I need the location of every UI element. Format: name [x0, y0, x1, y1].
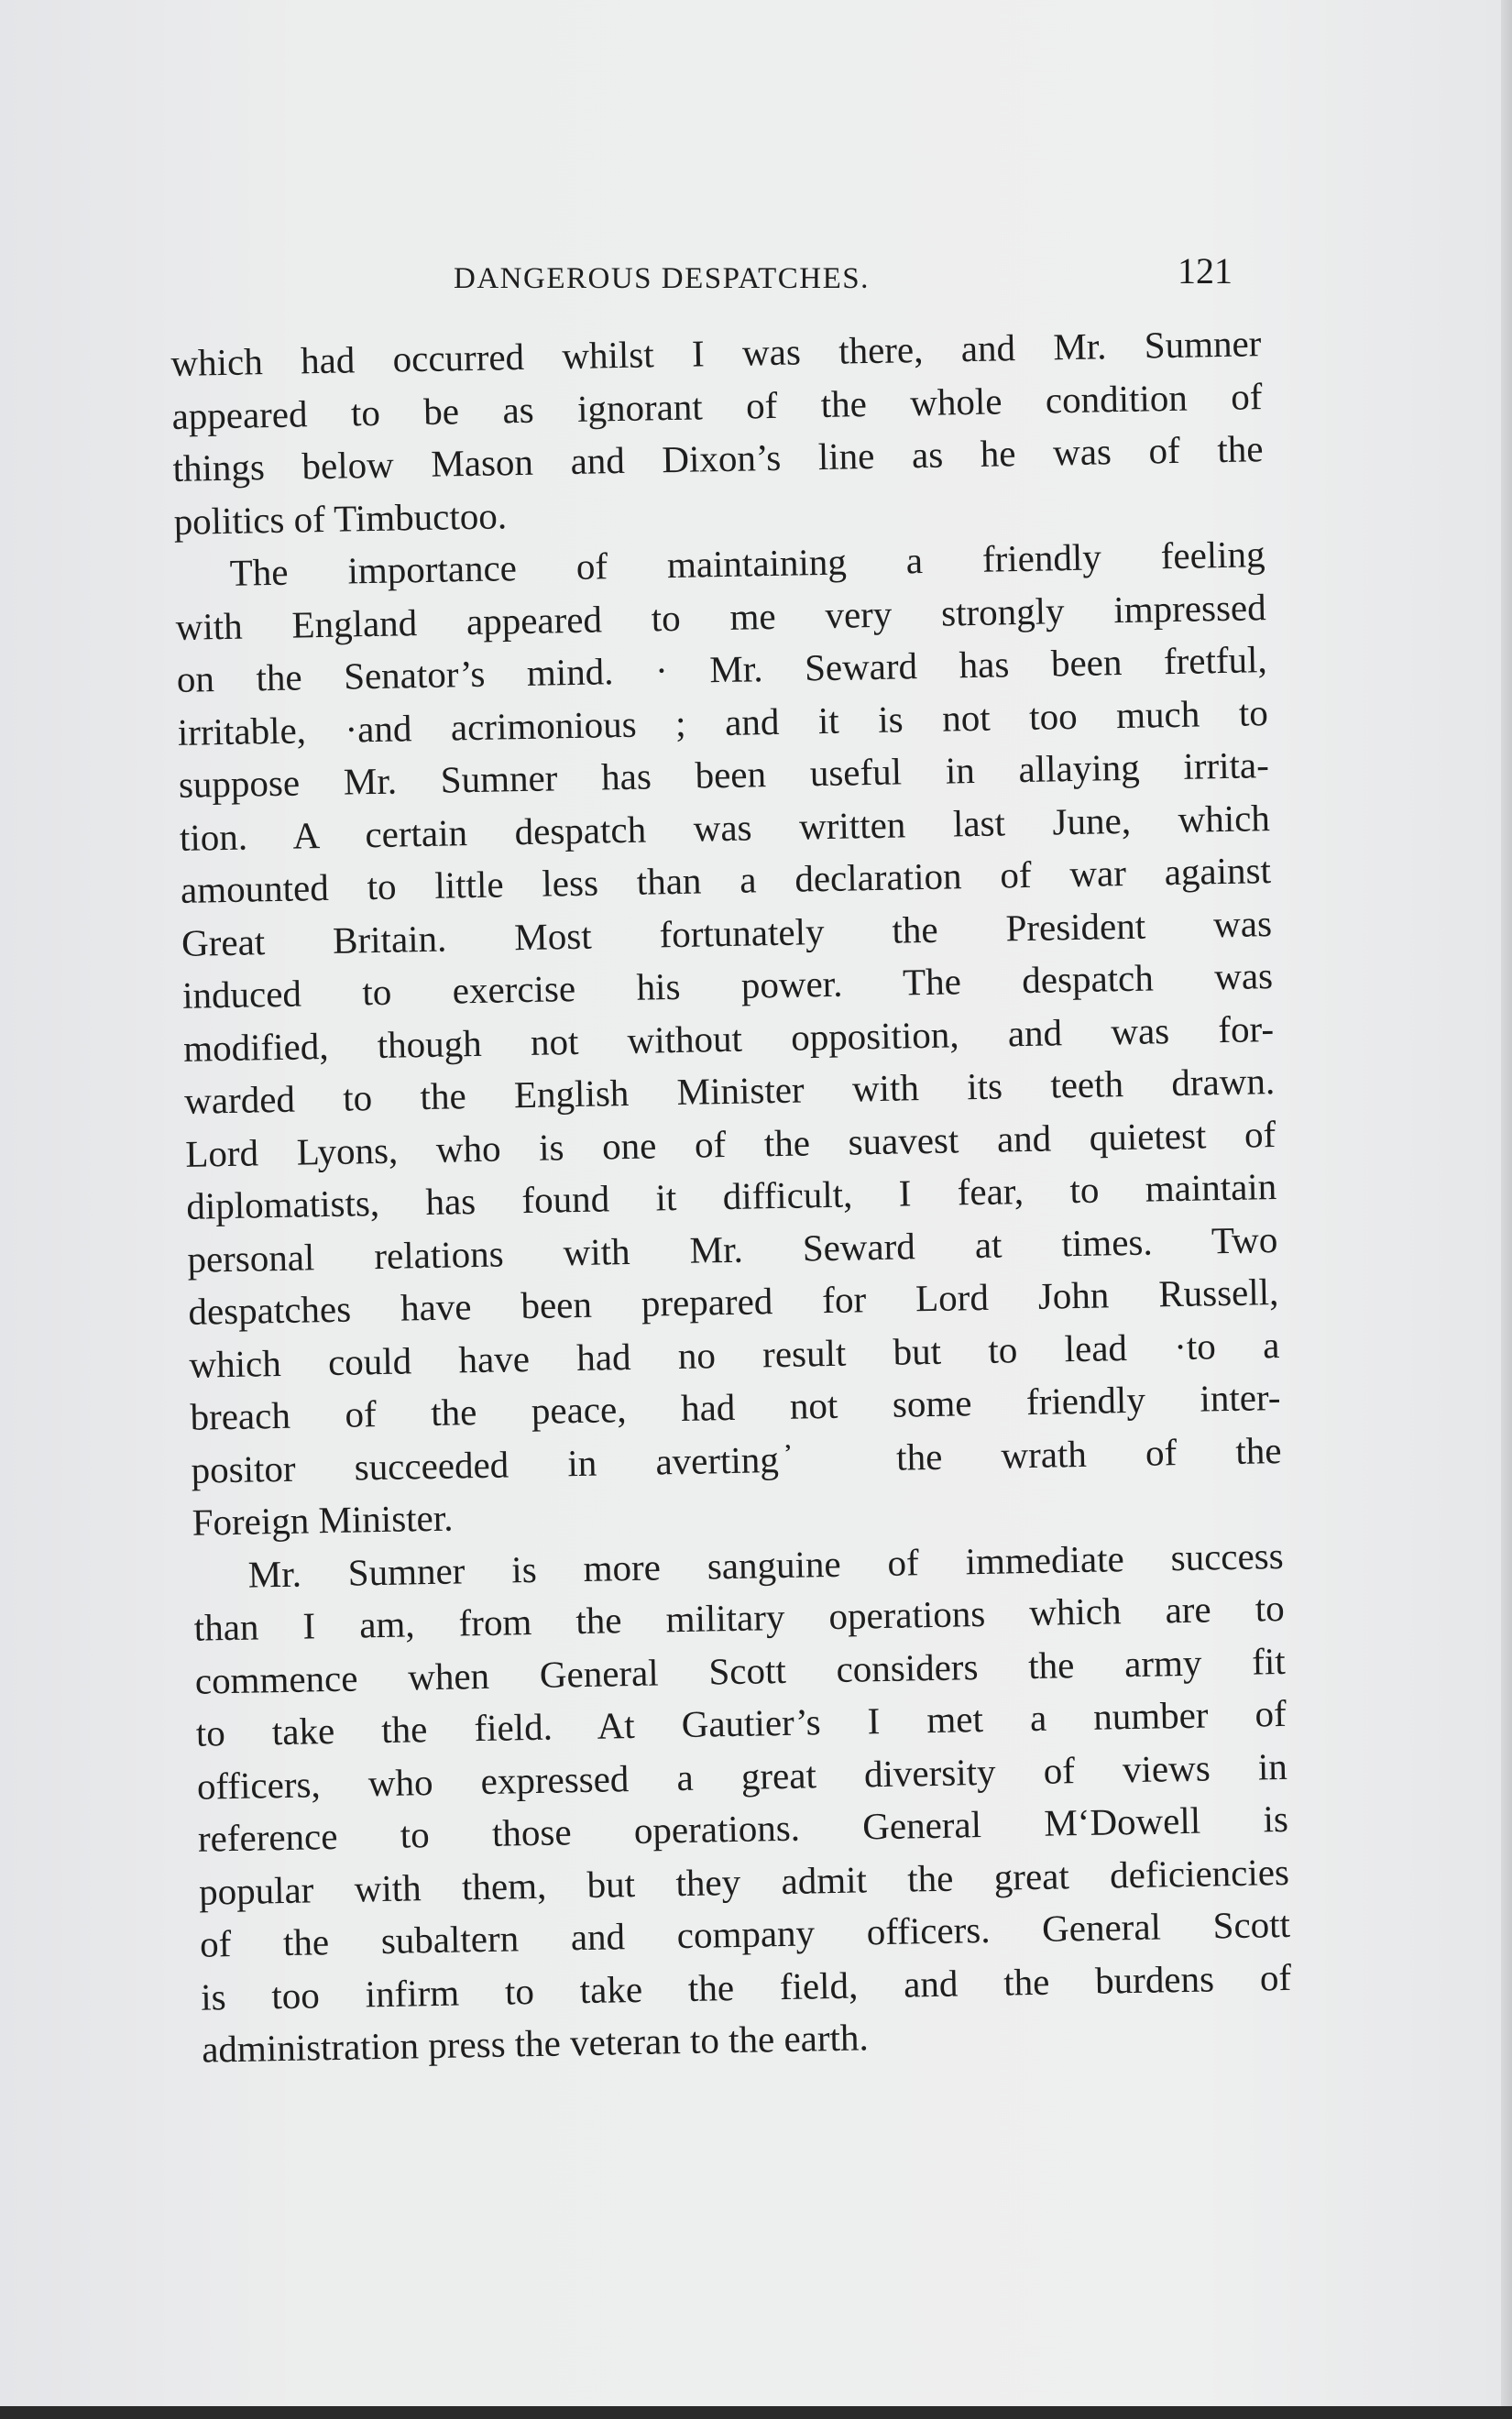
text-line: tion. A certain despatch was written last June, which [179, 796, 1271, 859]
text-line: suppose Mr. Sumner has been useful in allaying irrita- [178, 743, 1270, 806]
paragraph [174, 528, 1283, 1549]
text-line: appeared to be as ignorant of the whole condition of [171, 374, 1263, 437]
text-line: Foreign Minister. [192, 1496, 454, 1544]
text-line: is too infirm to take the field, and the burdens of [200, 1955, 1292, 2018]
text-line: which had occurred whilst I was there, and Mr. Sumner [170, 322, 1262, 384]
text-line: warded to the English Minister with its teeth drawn. [183, 1060, 1276, 1122]
text-line: things below Mason and Dixon’s line as he was of the [172, 427, 1264, 489]
text-line: which could have had no result but to lead ·to a [189, 1323, 1280, 1386]
text-line: commence when General Scott considers the army fit [194, 1639, 1287, 1702]
text-line: to take the field. At Gautier’s I met a number of [195, 1691, 1287, 1754]
text-line: Mr. Sumner is more sanguine of immediate success [247, 1534, 1284, 1596]
text-line: officers, who expressed a great diversity of views in [196, 1744, 1288, 1808]
text-line: despatches have been prepared for Lord John Russell, [188, 1270, 1279, 1333]
body-text [170, 317, 1293, 2076]
text-line: of the subaltern and company officers. General Scott [199, 1902, 1291, 1965]
text-line: amounted to little less than a declaration of war against [180, 849, 1272, 911]
text-line: than I am, from the military operations which are to [193, 1586, 1286, 1649]
text-line: The importance of maintaining a friendly feeling [229, 533, 1265, 594]
text-line: reference to those operations. General M‘Dowell is [197, 1797, 1289, 1860]
text-line: politics of Timbuctoo. [173, 493, 508, 543]
text-line: breach of the peace, had not some friendly inter- [190, 1375, 1281, 1438]
text-line: diplomatists, has found it difficult, I fear, to maintain [185, 1165, 1277, 1227]
text-line: personal relations with Mr. Seward at times. Two [187, 1217, 1278, 1281]
text-line: Lord Lyons, who is one of the suavest and quietest of [184, 1112, 1276, 1175]
running-head: DANGEROUS DESPATCHES. [454, 262, 870, 295]
paragraph [192, 1529, 1292, 2076]
text-line: modified, though not without opposition, and was for- [182, 1006, 1275, 1070]
text-line: administration press the veteran to the earth. [201, 2016, 870, 2071]
page-number: 121 [1178, 250, 1233, 291]
page-header [170, 246, 1233, 301]
text-line: induced to exercise his power. The despatch was [181, 954, 1274, 1017]
text-line: on the Senator’s mind. · Mr. Seward has been fretful, [176, 638, 1268, 700]
text-line: Great Britain. Most fortunately the President was [181, 901, 1273, 964]
text-line: irritable, ·and acrimonious ; and it is not too much to [177, 690, 1269, 753]
text-line: popular with them, but they admit the great deficiencies [198, 1850, 1290, 1913]
page-edge [1501, 0, 1512, 2419]
text-line: with England appeared to me very strongly impressed [175, 585, 1267, 648]
text-line: positor succeeded in averting ̓ the wrath of the [191, 1428, 1282, 1491]
paragraph [170, 317, 1265, 548]
scan-bottom-edge [0, 2406, 1512, 2419]
